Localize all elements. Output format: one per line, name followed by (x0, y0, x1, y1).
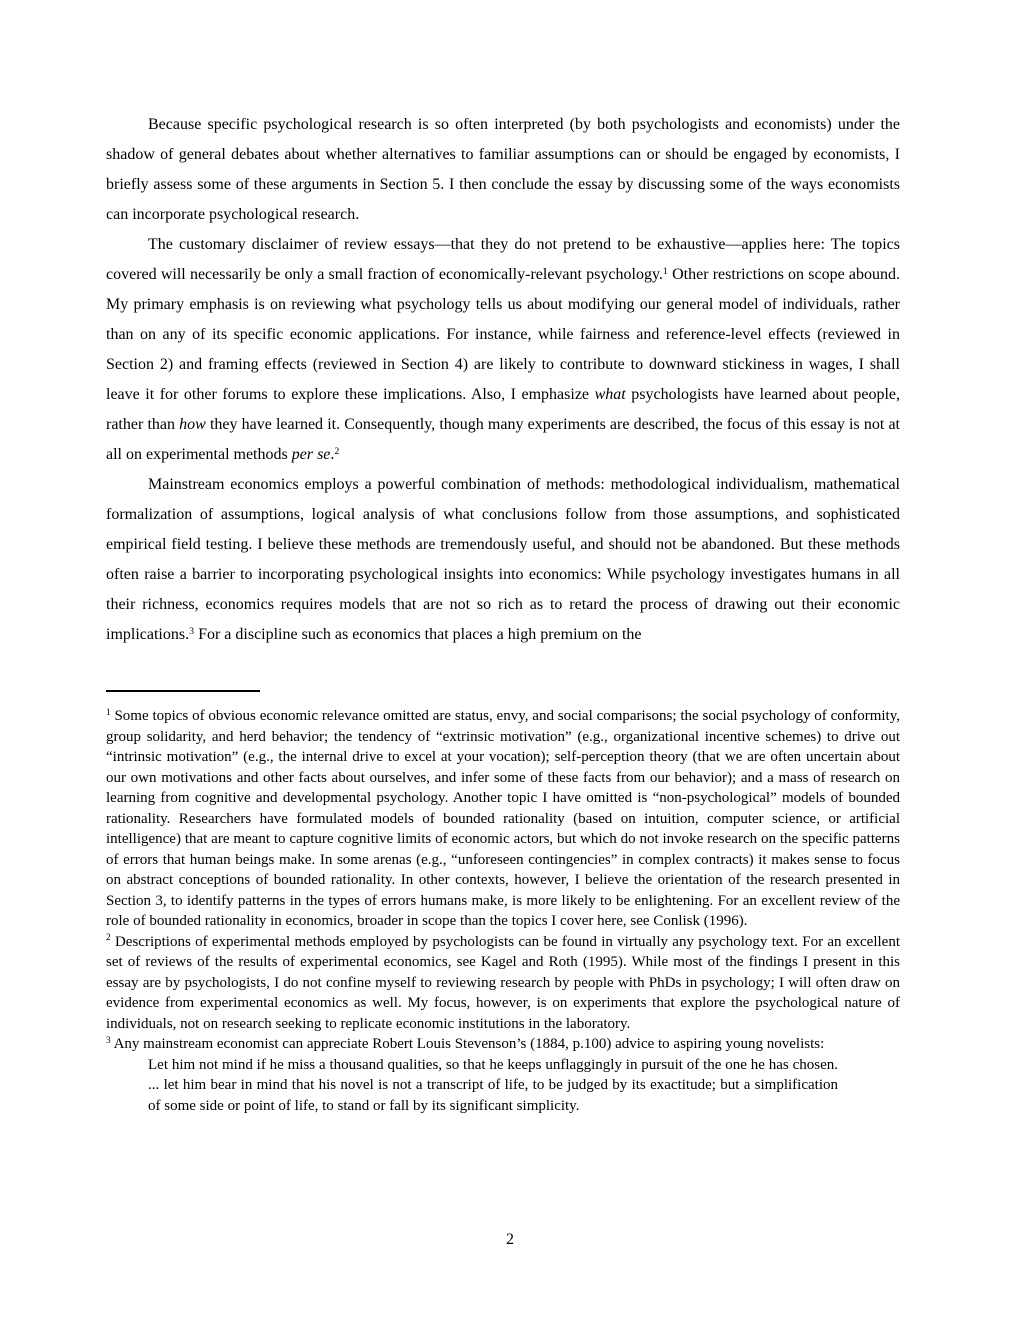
text-run: Descriptions of experimental methods employed by psychologists can be found in virtually any psychology text. For an excellent set of reviews of the results of experimental economics, see Kagel and Roth (1995). While most of the findings I present in this essay are by psychologists, I do not confine myself to reviewing research by people with PhDs in psychology; I will often draw on evidence from experimental economics as well. My focus, however, is on experiments that explore the psychological nature of individuals, not on research seeking to replicate economic institutions in the laboratory. (106, 933, 900, 1032)
footnote-ref: 1 (662, 265, 668, 277)
page-number: 2 (506, 1231, 514, 1248)
text-run: psychologists have learned about people, rather than (106, 386, 901, 433)
footnote-ref: 3 (189, 625, 195, 637)
footnote-number: 1 (106, 707, 111, 718)
footnote-ref: 2 (334, 445, 340, 457)
text-run: Some topics of obvious economic relevance omitted are status, envy, and social comparisons; the social psychology of conformity, group solidarity, and herd behavior; the tendency of “extrinsic motivation” (e.g., organizational incentive schemes) to drive out “intrinsic motivation” (e.g., the internal drive to excel at your vocation); self-perception theory (that we are often uncertain about our own motivations and other facts about ourselves, and infer some of these facts from our behavior); and a mass of research on learning from cognitive and developmental psychology. Another topic I have omitted is “non-psychological” models of bounded rationality. Researchers have formulated models of bounded rationality (based on intuition, computer science, or artificial intelligence) that are meant to capture cognitive limits of economic actors, but which do not invoke research on the specific patterns of errors that human beings make. In some arenas (e.g., “unforeseen contingencies” in complex contracts) it makes sense to focus on abstract conceptions of bounded rationality. In other contexts, however, I believe the orientation of the research presented in Section 3, to identify patterns in the types of errors humans make, is more likely to be enlightening. For an excellent review of the role of bounded rationality in economics, broader in scope than the topics I cover here, see Conlisk (1996). (106, 708, 900, 929)
footnote-separator-rule (106, 690, 260, 692)
text-run: Other restrictions on scope abound. My primary emphasis is on reviewing what psychology tells us about modifying our general model of individuals, rather than on any of its specific economic applications. For instance, while fairness and reference-level effects (reviewed in Section 2) and framing effects (reviewed in Section 4) are likely to contribute to downward stickiness in wages, I shall leave it for other forums to explore these implications. Also, I emphasize (106, 266, 901, 403)
footnote (106, 706, 900, 932)
text-run: For a discipline such as economics that places a high premium on the (194, 626, 642, 643)
footnote (106, 1034, 900, 1055)
text-run: they have learned it. Consequently, though many experiments are described, the focus of this essay is not at all on experimental methods (106, 416, 900, 463)
text-run: per se (291, 446, 331, 463)
paragraph (106, 470, 900, 650)
footnotes (106, 706, 900, 1116)
footnote-number: 2 (106, 933, 111, 944)
text-run: The customary disclaimer of review essays—that they do not pretend to be exhaustive—applies here: The topics covered will necessarily be only a small fraction of economically-relevant psychology. (106, 236, 900, 283)
paragraph (106, 110, 900, 230)
footnote-number: 3 (106, 1035, 111, 1046)
text-run: how (179, 416, 206, 433)
text-run: . (330, 446, 335, 463)
footnote-blockquote: Let him not mind if he miss a thousand qualities, so that he keeps unflaggingly in pursuit of the one he has chosen. ... let him bear in mind that his novel is not a transcript of life, to be judged by its exactitude; but a simplification of some side or point of life, to stand or fall by its significant simplicity. (148, 1056, 838, 1114)
body-text (106, 110, 900, 650)
footnote (106, 932, 900, 1035)
text-run: what (594, 386, 626, 403)
text-run: Because specific psychological research is so often interpreted (by both psychologists and economists) under the shadow of general debates about whether alternatives to familiar assumptions can or should be engaged by economists, I briefly assess some of these arguments in Section 5. I then conclude the essay by discussing some of the ways economists can incorporate psychological research. (106, 116, 900, 223)
text-run: Mainstream economics employs a powerful combination of methods: methodological individualism, mathematical formalization of assumptions, logical analysis of what conclusions follow from those assumptions, and sophisticated empirical field testing. I believe these methods are tremendously useful, and should not be abandoned. But these methods often raise a barrier to incorporating psychological insights into economics: While psychology investigates humans in all their richness, economics requires models that are not so rich as to retard the process of drawing out their economic implications. (106, 476, 900, 643)
paragraph (106, 230, 900, 470)
text-run: Any mainstream economist can appreciate Robert Louis Stevenson’s (1884, p.100) advice to aspiring young novelists: (110, 1036, 825, 1052)
